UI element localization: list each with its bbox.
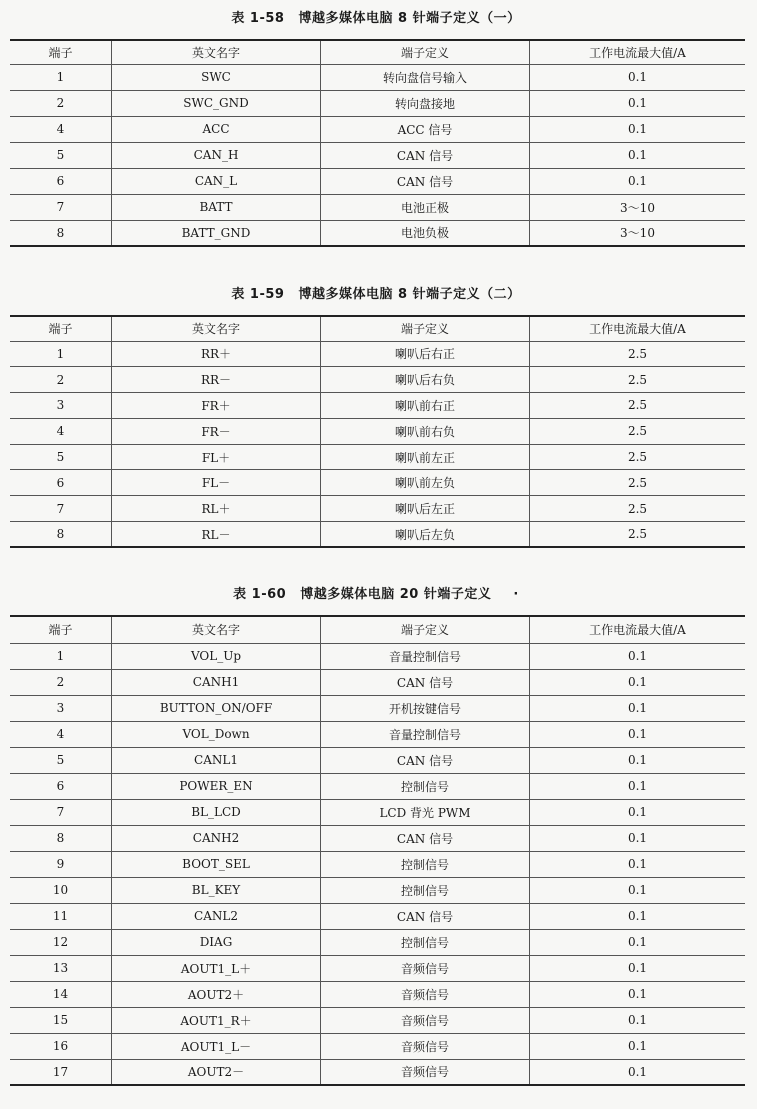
terminal-table-8pin-1 — [10, 39, 745, 247]
terminal-number-cell: 3 — [10, 695, 112, 721]
terminal-definition-cell: 控制信号 — [321, 773, 530, 799]
english-name-cell: CANH1 — [112, 669, 321, 695]
table-row — [10, 470, 745, 496]
terminal-definition-header: 端子定义 — [321, 40, 530, 64]
terminal-number-cell: 5 — [10, 444, 112, 470]
terminal-definition-cell: 电池负极 — [321, 220, 530, 246]
table-header-row — [10, 616, 745, 643]
table-number: 表 1-60 — [233, 587, 287, 602]
table-row — [10, 194, 745, 220]
table-row — [10, 825, 745, 851]
terminal-number-cell: 1 — [10, 643, 112, 669]
max-current-cell: 0.1 — [530, 851, 746, 877]
max-current-cell: 0.1 — [530, 955, 746, 981]
max-current-cell: 0.1 — [530, 168, 746, 194]
terminal-number-cell: 17 — [10, 1059, 112, 1085]
terminal-number-cell: 4 — [10, 418, 112, 444]
table-row — [10, 168, 745, 194]
english-name-cell: BL_LCD — [112, 799, 321, 825]
terminal-definition-cell: CAN 信号 — [321, 168, 530, 194]
table-row — [10, 116, 745, 142]
max-current-cell: 2.5 — [530, 444, 746, 470]
table-title: 博越多媒体电脑 20 针端子定义 — [300, 587, 492, 602]
max-current-cell: 0.1 — [530, 1007, 746, 1033]
terminal-number-cell: 7 — [10, 194, 112, 220]
table-row — [10, 393, 745, 419]
terminal-definition-cell: CAN 信号 — [321, 747, 530, 773]
table-title: 博越多媒体电脑 8 针端子定义（一） — [298, 11, 521, 26]
terminal-number-cell: 8 — [10, 220, 112, 246]
terminal-number-cell: 8 — [10, 522, 112, 548]
max-current-cell: 0.1 — [530, 1033, 746, 1059]
terminal-number-cell: 4 — [10, 721, 112, 747]
max-current-cell: 2.5 — [530, 496, 746, 522]
terminal-definition-cell: 喇叭后右正 — [321, 341, 530, 367]
max-current-cell: 2.5 — [530, 418, 746, 444]
table-row — [10, 1059, 745, 1085]
english-name-cell: AOUT2＋ — [112, 981, 321, 1007]
table-row — [10, 418, 745, 444]
english-name-cell: SWC_GND — [112, 90, 321, 116]
max-current-cell: 2.5 — [530, 393, 746, 419]
max-current-cell: 2.5 — [530, 522, 746, 548]
english-name-cell: FR－ — [112, 418, 321, 444]
table-row — [10, 90, 745, 116]
table-row — [10, 522, 745, 548]
terminal-definition-cell: 开机按键信号 — [321, 695, 530, 721]
terminal-number-cell: 12 — [10, 929, 112, 955]
max-current-cell: 0.1 — [530, 695, 746, 721]
english-name-cell: BATT_GND — [112, 220, 321, 246]
terminal-number-cell: 8 — [10, 825, 112, 851]
terminal-number-cell: 7 — [10, 799, 112, 825]
max-current-cell: 0.1 — [530, 643, 746, 669]
english-name-cell: ACC — [112, 116, 321, 142]
terminal-definition-cell: 控制信号 — [321, 851, 530, 877]
terminal-number-cell: 3 — [10, 393, 112, 419]
table-row — [10, 799, 745, 825]
table-row — [10, 929, 745, 955]
terminal-definition-cell: 喇叭前右负 — [321, 418, 530, 444]
english-name-cell: SWC — [112, 64, 321, 90]
max-current-cell: 0.1 — [530, 773, 746, 799]
max-current-cell: 0.1 — [530, 116, 746, 142]
terminal-definition-cell: 喇叭后右负 — [321, 367, 530, 393]
english-name-cell: FL＋ — [112, 444, 321, 470]
english-name-cell: AOUT1_R＋ — [112, 1007, 321, 1033]
max-current-header: 工作电流最大值/A — [530, 616, 746, 643]
terminal-definition-cell: 控制信号 — [321, 877, 530, 903]
terminal-number-cell: 11 — [10, 903, 112, 929]
terminal-number-cell: 2 — [10, 90, 112, 116]
terminal-definition-cell: 音频信号 — [321, 1033, 530, 1059]
terminal-definition-cell: CAN 信号 — [321, 903, 530, 929]
table-row — [10, 496, 745, 522]
terminal-number-cell: 1 — [10, 341, 112, 367]
max-current-cell: 0.1 — [530, 929, 746, 955]
terminal-definition-cell: 音频信号 — [321, 1007, 530, 1033]
terminal-definition-cell: 音频信号 — [321, 955, 530, 981]
terminal-definition-cell: 音频信号 — [321, 981, 530, 1007]
max-current-cell: 0.1 — [530, 903, 746, 929]
table-row — [10, 695, 745, 721]
max-current-cell: 0.1 — [530, 1059, 746, 1085]
terminal-number-cell: 7 — [10, 496, 112, 522]
terminal-number-cell: 10 — [10, 877, 112, 903]
english-name-cell: BATT — [112, 194, 321, 220]
terminal-definition-cell: 音量控制信号 — [321, 721, 530, 747]
terminal-table-8pin-2 — [10, 315, 745, 548]
terminal-definition-cell: ACC 信号 — [321, 116, 530, 142]
table-header-row — [10, 316, 745, 341]
terminal-definition-cell: 喇叭后左负 — [321, 522, 530, 548]
english-name-cell: FR＋ — [112, 393, 321, 419]
english-name-cell: AOUT1_L－ — [112, 1033, 321, 1059]
terminal-number-cell: 2 — [10, 669, 112, 695]
max-current-header: 工作电流最大值/A — [530, 40, 746, 64]
table-row — [10, 64, 745, 90]
english-name-cell: CANL1 — [112, 747, 321, 773]
max-current-cell: 0.1 — [530, 799, 746, 825]
max-current-cell: 0.1 — [530, 64, 746, 90]
english-name-header: 英文名字 — [112, 316, 321, 341]
terminal-definition-cell: 电池正极 — [321, 194, 530, 220]
english-name-cell: VOL_Up — [112, 643, 321, 669]
terminal-number-cell: 2 — [10, 367, 112, 393]
english-name-cell: VOL_Down — [112, 721, 321, 747]
terminal-definition-cell: CAN 信号 — [321, 669, 530, 695]
terminal-definition-cell: LCD 背光 PWM — [321, 799, 530, 825]
max-current-cell: 3～10 — [530, 194, 746, 220]
max-current-cell: 0.1 — [530, 721, 746, 747]
english-name-cell: CANH2 — [112, 825, 321, 851]
english-name-cell: CANL2 — [112, 903, 321, 929]
terminal-number-cell: 5 — [10, 142, 112, 168]
caption-mark: · — [513, 587, 519, 602]
max-current-cell: 0.1 — [530, 825, 746, 851]
max-current-cell: 3～10 — [530, 220, 746, 246]
table-row — [10, 142, 745, 168]
terminal-number-cell: 16 — [10, 1033, 112, 1059]
english-name-cell: AOUT1_L＋ — [112, 955, 321, 981]
table-row — [10, 721, 745, 747]
max-current-cell: 2.5 — [530, 341, 746, 367]
table-row — [10, 444, 745, 470]
english-name-header: 英文名字 — [112, 40, 321, 64]
terminal-header: 端子 — [10, 616, 112, 643]
english-name-cell: FL－ — [112, 470, 321, 496]
terminal-number-cell: 4 — [10, 116, 112, 142]
terminal-number-cell: 14 — [10, 981, 112, 1007]
table-row — [10, 773, 745, 799]
english-name-cell: AOUT2－ — [112, 1059, 321, 1085]
table-1-58-section — [10, 10, 742, 247]
table-row — [10, 981, 745, 1007]
terminal-definition-cell: 喇叭前右正 — [321, 393, 530, 419]
terminal-number-cell: 13 — [10, 955, 112, 981]
terminal-definition-cell: 音频信号 — [321, 1059, 530, 1085]
table-header-row — [10, 40, 745, 64]
max-current-cell: 0.1 — [530, 877, 746, 903]
table-caption — [10, 286, 742, 304]
english-name-cell: CAN_H — [112, 142, 321, 168]
table-row — [10, 955, 745, 981]
english-name-cell: POWER_EN — [112, 773, 321, 799]
terminal-definition-cell: CAN 信号 — [321, 825, 530, 851]
english-name-cell: RR＋ — [112, 341, 321, 367]
terminal-number-cell: 6 — [10, 470, 112, 496]
terminal-definition-cell: 控制信号 — [321, 929, 530, 955]
table-row — [10, 341, 745, 367]
table-row — [10, 877, 745, 903]
table-caption — [10, 586, 742, 604]
terminal-table-20pin — [10, 615, 745, 1086]
english-name-cell: RL－ — [112, 522, 321, 548]
max-current-header: 工作电流最大值/A — [530, 316, 746, 341]
terminal-number-cell: 1 — [10, 64, 112, 90]
table-row — [10, 1033, 745, 1059]
max-current-cell: 2.5 — [530, 470, 746, 496]
max-current-cell: 0.1 — [530, 669, 746, 695]
english-name-cell: BOOT_SEL — [112, 851, 321, 877]
max-current-cell: 0.1 — [530, 747, 746, 773]
terminal-definition-header: 端子定义 — [321, 316, 530, 341]
terminal-number-cell: 6 — [10, 168, 112, 194]
terminal-definition-cell: 喇叭后左正 — [321, 496, 530, 522]
max-current-cell: 0.1 — [530, 981, 746, 1007]
table-row — [10, 903, 745, 929]
max-current-cell: 0.1 — [530, 142, 746, 168]
table-number: 表 1-59 — [231, 287, 285, 302]
table-1-59-section — [10, 286, 742, 548]
table-title: 博越多媒体电脑 8 针端子定义（二） — [298, 287, 521, 302]
terminal-number-cell: 5 — [10, 747, 112, 773]
terminal-definition-cell: 喇叭前左负 — [321, 470, 530, 496]
english-name-cell: RL＋ — [112, 496, 321, 522]
table-row — [10, 220, 745, 246]
table-row — [10, 643, 745, 669]
terminal-definition-cell: 音量控制信号 — [321, 643, 530, 669]
max-current-cell: 2.5 — [530, 367, 746, 393]
terminal-number-cell: 15 — [10, 1007, 112, 1033]
terminal-definition-cell: 转向盘信号输入 — [321, 64, 530, 90]
terminal-definition-cell: 喇叭前左正 — [321, 444, 530, 470]
english-name-cell: RR－ — [112, 367, 321, 393]
terminal-definition-cell: 转向盘接地 — [321, 90, 530, 116]
english-name-cell: DIAG — [112, 929, 321, 955]
terminal-header: 端子 — [10, 316, 112, 341]
table-row — [10, 669, 745, 695]
table-number: 表 1-58 — [231, 11, 285, 26]
english-name-cell: BL_KEY — [112, 877, 321, 903]
english-name-header: 英文名字 — [112, 616, 321, 643]
table-1-60-section — [10, 586, 742, 1086]
terminal-definition-cell: CAN 信号 — [321, 142, 530, 168]
terminal-header: 端子 — [10, 40, 112, 64]
table-row — [10, 1007, 745, 1033]
terminal-definition-header: 端子定义 — [321, 616, 530, 643]
terminal-number-cell: 9 — [10, 851, 112, 877]
table-row — [10, 747, 745, 773]
table-row — [10, 367, 745, 393]
english-name-cell: BUTTON_ON/OFF — [112, 695, 321, 721]
table-caption — [10, 10, 742, 28]
english-name-cell: CAN_L — [112, 168, 321, 194]
terminal-number-cell: 6 — [10, 773, 112, 799]
table-row — [10, 851, 745, 877]
max-current-cell: 0.1 — [530, 90, 746, 116]
